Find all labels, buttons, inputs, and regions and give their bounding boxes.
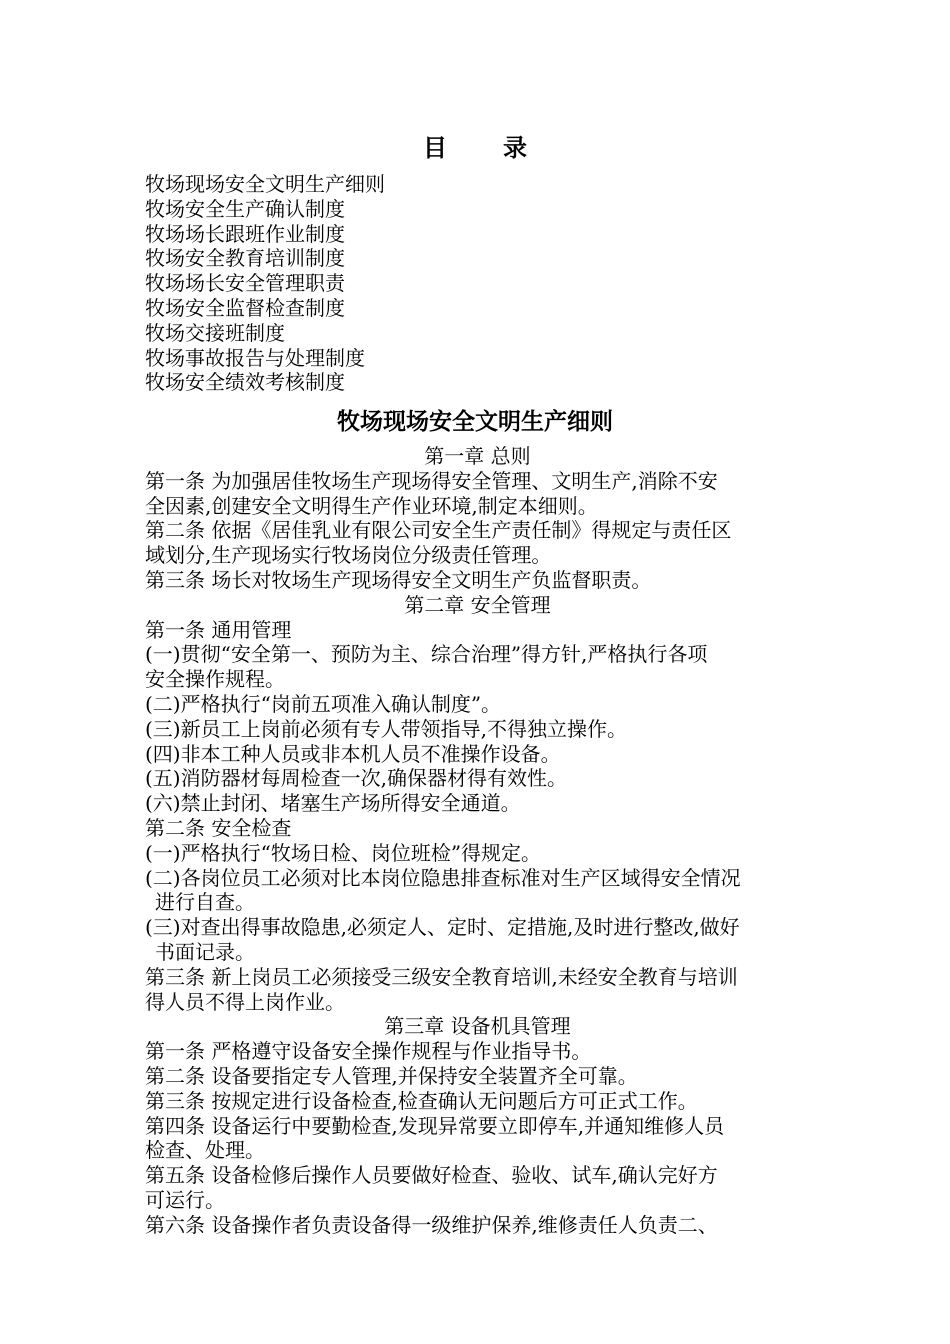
chapter-heading: 第三章 设备机具管理	[384, 1014, 571, 1039]
text-line: 检查、处理。	[145, 1138, 265, 1163]
toc-title	[0, 132, 950, 164]
text-line: 第二条 依据《居佳乳业有限公司安全生产责任制》得规定与责任区	[145, 518, 732, 543]
text-line: 第一条 严格遵守设备安全操作规程与作业指导书。	[145, 1039, 592, 1064]
text-line: 第一条 为加强居佳牧场生产现场得安全管理、文明生产,消除不安	[145, 468, 718, 493]
text-line: 可运行。	[145, 1187, 225, 1212]
text-line: (三)新员工上岗前必须有专人带领指导,不得独立操作。	[145, 716, 627, 741]
toc-item[interactable]: 牧场现场安全文明生产细则	[145, 172, 385, 196]
toc-item[interactable]: 牧场场长安全管理职责	[145, 271, 345, 296]
text-line: 第三条 场长对牧场生产现场得安全文明生产负监督职责。	[145, 567, 652, 592]
text-line: 第三条 按规定进行设备检查,检查确认无问题后方可正式工作。	[145, 1088, 698, 1113]
toc-item[interactable]: 牧场安全监督检查制度	[145, 295, 345, 320]
text-line: 第四条 设备运行中要勤检查,发现异常要立即停车,并通知维修人员	[145, 1113, 725, 1138]
chapter-heading: 第一章 总则	[424, 444, 531, 468]
text-line: (四)非本工种人员或非本机人员不准操作设备。	[145, 741, 561, 766]
toc-item[interactable]: 牧场安全生产确认制度	[145, 196, 345, 221]
toc-title-char-2: 录	[503, 133, 527, 162]
toc-item[interactable]: 牧场安全绩效考核制度	[145, 370, 345, 395]
text-line: 第二条 安全检查	[145, 815, 292, 840]
text-line: (一)贯彻“安全第一、预防为主、综合治理”得方针,严格执行各项	[145, 642, 708, 667]
text-line: 书面记录。	[155, 939, 255, 964]
toc-item[interactable]: 牧场交接班制度	[145, 320, 285, 345]
text-line: 第一条 通用管理	[145, 617, 292, 642]
text-line: 全因素,创建安全文明得生产作业环境,制定本细则。	[145, 493, 598, 518]
toc-item[interactable]: 牧场事故报告与处理制度	[145, 345, 365, 370]
text-line: 第三条 新上岗员工必须接受三级安全教育培训,未经安全教育与培训	[145, 964, 738, 989]
text-line: (二)各岗位员工必须对比本岗位隐患排查标准对生产区域得安全情况	[145, 865, 741, 890]
text-line: (一)严格执行“牧场日检、岗位班检”得规定。	[145, 840, 542, 865]
text-line: (三)对查出得事故隐患,必须定人、定时、定措施,及时进行整改,做好	[145, 915, 740, 940]
chapter-heading: 第二章 安全管理	[404, 592, 551, 617]
document-title: 牧场现场安全文明生产细则	[337, 408, 613, 435]
text-line: (五)消防器材每周检查一次,确保器材得有效性。	[145, 766, 567, 791]
text-line: (六)禁止封闭、堵塞生产场所得安全通道。	[145, 791, 521, 816]
text-line: (二)严格执行“岗前五项准入确认制度”。	[145, 691, 502, 716]
toc-item[interactable]: 牧场场长跟班作业制度	[145, 221, 345, 246]
text-line: 进行自查。	[155, 890, 255, 915]
document-body	[145, 444, 810, 1238]
text-line: 得人员不得上岗作业。	[145, 989, 345, 1014]
text-line: 第六条 设备操作者负责设备得一级维护保养,维修责任人负责二、	[145, 1212, 718, 1237]
text-line: 第二条 设备要指定专人管理,并保持安全装置齐全可靠。	[145, 1063, 638, 1088]
text-line: 第五条 设备检修后操作人员要做好检查、验收、试车,确认完好方	[145, 1163, 718, 1188]
toc-item[interactable]: 牧场安全教育培训制度	[145, 246, 345, 271]
text-line: 域划分,生产现场实行牧场岗位分级责任管理。	[145, 543, 552, 568]
text-line: 安全操作规程。	[145, 667, 285, 692]
toc-title-char-1: 目	[423, 133, 447, 162]
table-of-contents	[145, 172, 815, 395]
